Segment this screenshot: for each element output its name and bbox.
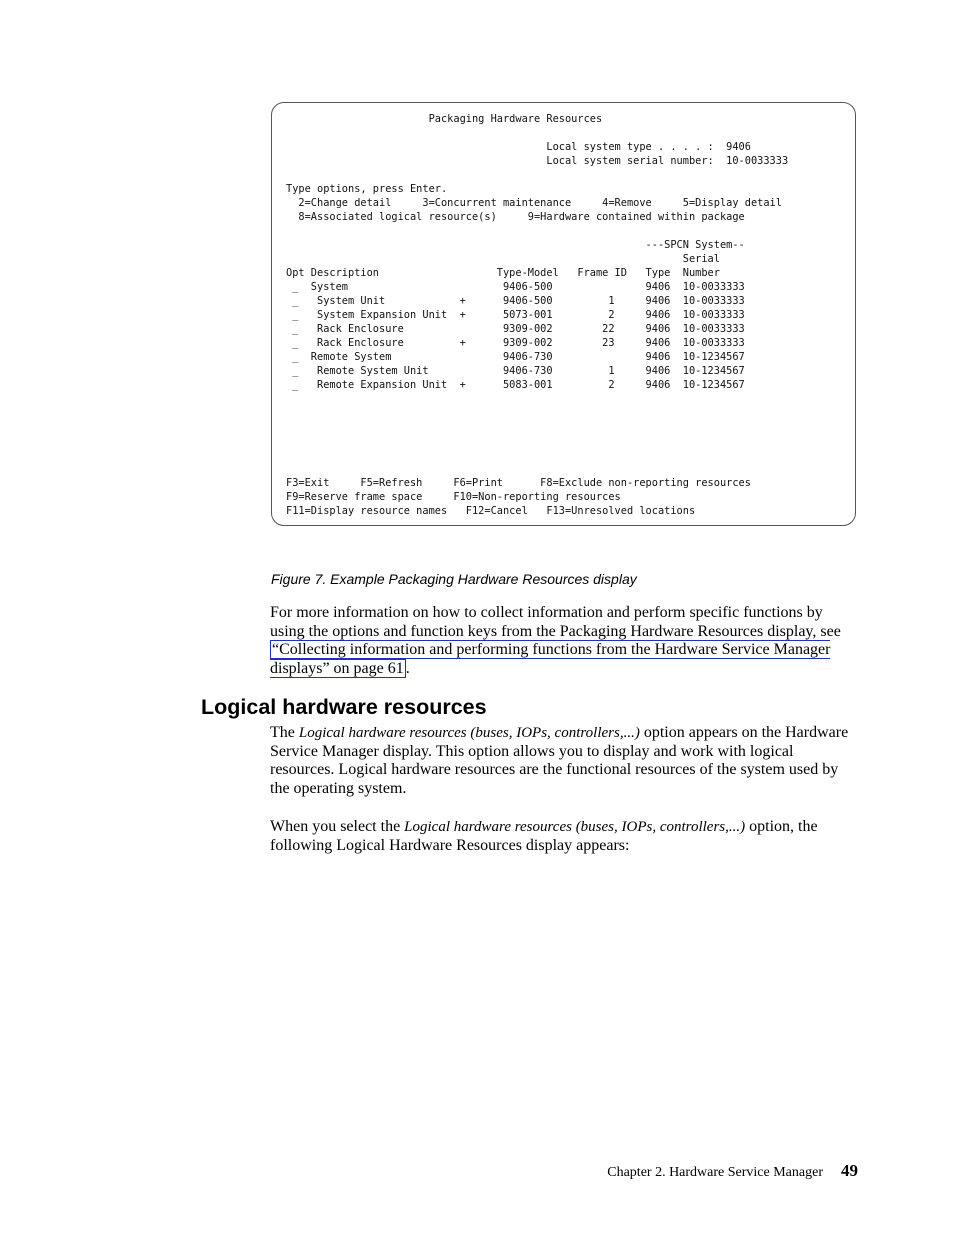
section-heading: Logical hardware resources [201,695,487,719]
intro-text-end: option appears on the Hardware Service Manager display. This option allows you to display and work with logical resources. Logical hardware resources are the functional resources of the system used by the operating system. [270,724,849,797]
info-paragraph [270,604,860,678]
info-paragraph-text: For more information on how to collect information and perform specific functions by using the options and function keys from the Packaging Hardware Resources display, see [270,604,841,640]
cross-reference-link[interactable]: “Collecting information and performing functions from the Hardware Service Manager displays” on page 61 [270,641,831,677]
info-paragraph-end: . [405,659,410,677]
selection-text-end: option, the following Logical Hardware Resources display appears: [270,818,818,854]
intro-text-start: The [270,724,299,741]
chapter-footer: Chapter 2. Hardware Service Manager [607,1165,823,1180]
intro-paragraph [270,724,860,798]
selection-paragraph [270,818,860,855]
screen-display-text: Packaging Hardware Resources Local system type . . . . : 9406 Local system serial number: 10-0033333 Type options, press Enter. 2=Change detail 3=Concurrent maintenance 4=Remove 5=Display detail 8=Associated logical resource(s) 9=Hardware contained within package ---SPCN System-- Serial Opt Description Type-Model Frame ID Type Number _ System 9406-500 9406 10-0033333 _ System Unit + 9406-500 1 9406 10-0033333 _ System Expansion Unit + 5073-001 2 9406 10-0033333 _ Rack Enclosure 9309-002 22 9406 10-0033333 _ Rack Enclosure + 9309-002 23 9406 10-0033333 _ Remote System 9406-730 9406 10-1234567 _ Remote System Unit 9406-730 1 9406 10-1234567 _ Remote Expansion Unit + 5083-001 2 9406 10-1234567 [286,113,789,391]
option-name-emphasis: Logical hardware resources (buses, IOPs, controllers,...) [298,725,640,741]
screen-function-keys: F3=Exit F5=Refresh F6=Print F8=Exclude non-reporting resources F9=Reserve frame space F10=Non-reporting resources F11=Display resource names F12=Cancel F13=Unresolved locations [286,477,751,517]
selection-text-start: When you select the [270,818,405,835]
figure-caption: Figure 7. Example Packaging Hardware Resources display [271,571,637,587]
page-number: 49 [841,1161,858,1180]
option-name-emphasis-2: Logical hardware resources (buses, IOPs, controllers,...) [404,819,746,835]
